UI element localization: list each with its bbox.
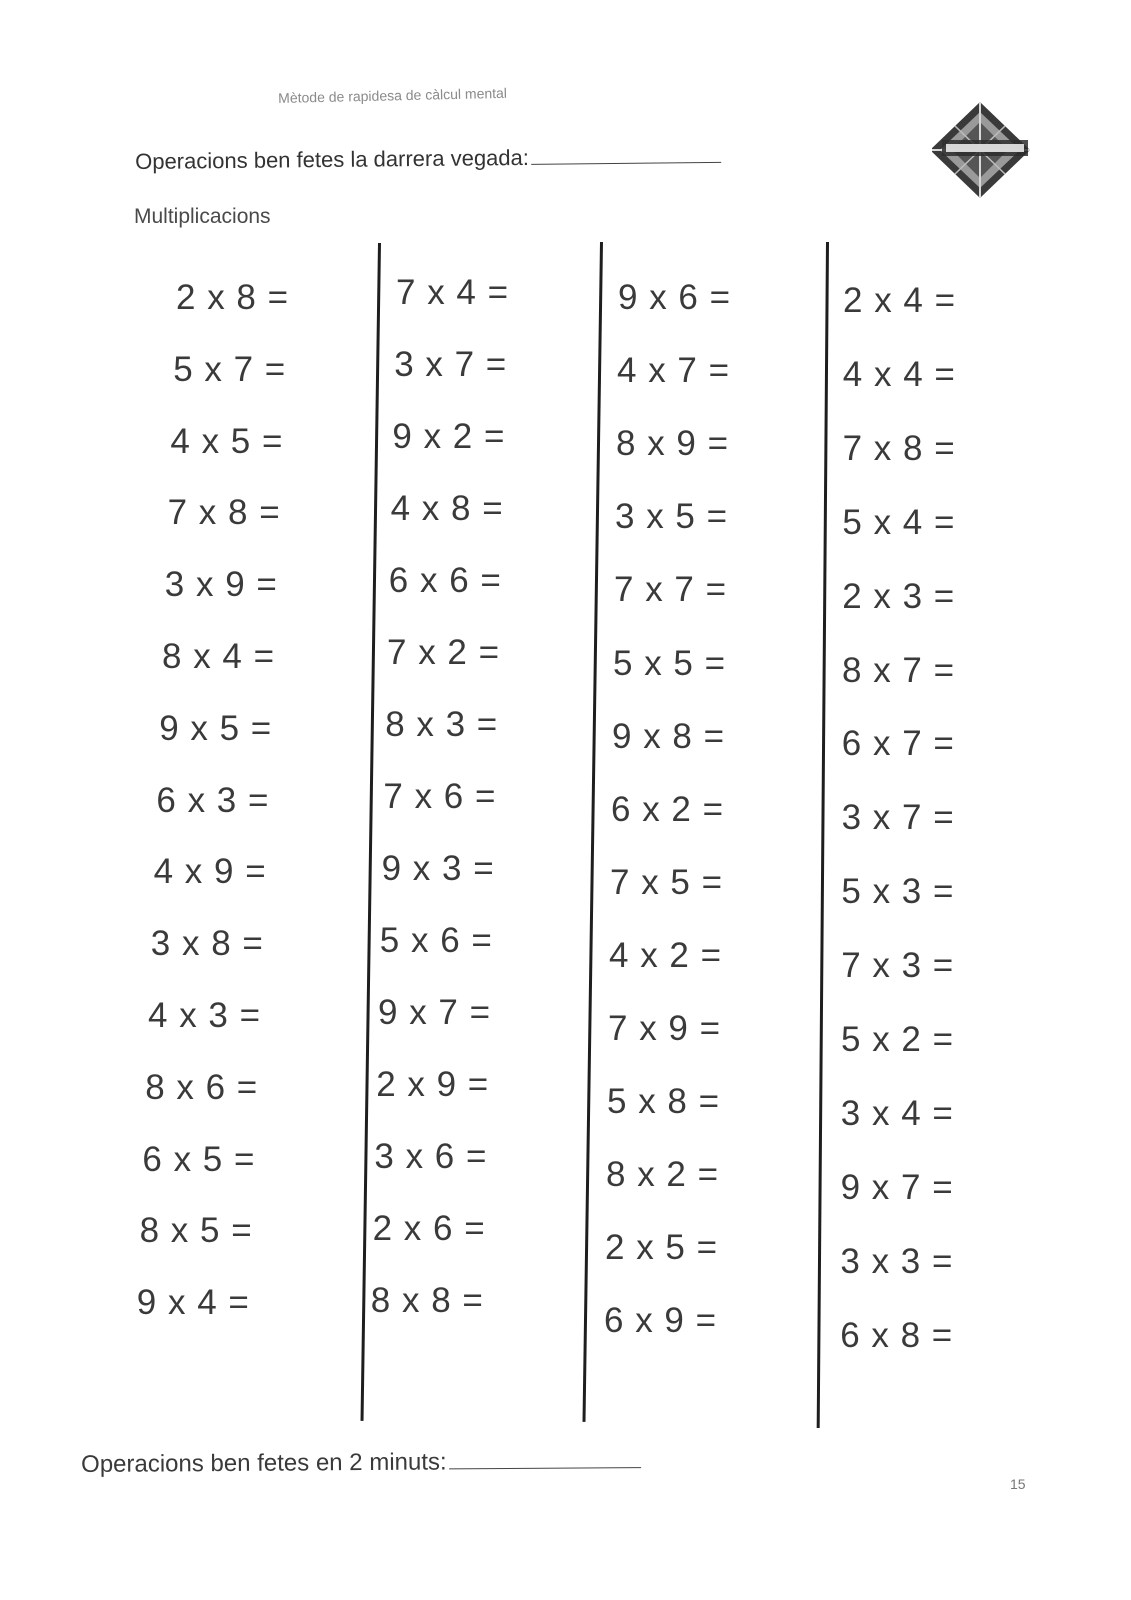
multiplication-problem: 5 x 7 = [173, 349, 287, 389]
multiplication-problem: 3 x 7 = [394, 345, 508, 384]
multiplication-problem: 2 x 6 = [372, 1209, 486, 1248]
multiplication-problem: 9 x 2 = [392, 417, 506, 456]
page-number: 15 [1010, 1476, 1026, 1492]
multiplication-problem: 8 x 5 = [139, 1211, 253, 1251]
column-divider [582, 242, 603, 1422]
multiplication-problem: 3 x 5 = [615, 497, 729, 537]
multiplication-problem: 3 x 9 = [164, 565, 278, 605]
multiplication-problem: 4 x 9 = [153, 852, 267, 892]
multiplication-problem: 3 x 7 = [841, 798, 955, 838]
two-minutes-label: Operacions ben fetes en 2 minuts: [81, 1448, 447, 1478]
multiplication-problem: 7 x 4 = [396, 273, 510, 312]
multiplication-problem: 5 x 6 = [379, 921, 493, 960]
column-divider [817, 242, 829, 1428]
multiplication-problem: 9 x 4 = [136, 1283, 250, 1323]
multiplication-problem: 4 x 7 = [617, 351, 731, 391]
multiplication-problem: 8 x 9 = [616, 424, 730, 464]
multiplication-problem: 8 x 8 = [370, 1281, 484, 1320]
multiplication-problem: 6 x 8 = [840, 1315, 954, 1355]
multiplication-problem: 6 x 9 = [604, 1301, 718, 1341]
multiplication-problem: 9 x 5 = [159, 708, 273, 748]
multiplication-problem: 7 x 9 = [608, 1009, 722, 1048]
previous-score-row [135, 142, 721, 175]
multiplication-problem: 5 x 2 = [841, 1020, 955, 1059]
multiplication-problem: 6 x 3 = [156, 780, 270, 820]
multiplication-problem: 7 x 8 = [167, 493, 281, 533]
multiplication-problem: 7 x 2 = [387, 633, 501, 672]
multiplication-problem: 4 x 5 = [170, 421, 284, 461]
multiplication-problem: 7 x 3 = [841, 946, 955, 986]
multiplication-problem: 9 x 3 = [381, 849, 495, 888]
previous-score-blank[interactable] [531, 142, 721, 165]
multiplication-problem: 8 x 7 = [842, 650, 956, 690]
method-title: Mètode de rapidesa de càlcul mental [278, 84, 508, 106]
section-title: Multiplicacions [134, 205, 271, 228]
multiplication-problem: 7 x 7 = [614, 570, 728, 610]
multiplication-problem: 6 x 7 = [841, 724, 955, 764]
multiplication-problem: 9 x 6 = [618, 278, 732, 317]
multiplication-problem: 6 x 6 = [388, 561, 502, 600]
multiplication-problem: 2 x 3 = [842, 576, 956, 616]
multiplication-problem: 4 x 3 = [148, 996, 262, 1035]
multiplication-problem: 2 x 5 = [605, 1228, 719, 1268]
two-minutes-row [81, 1447, 641, 1479]
multiplication-problem: 5 x 8 = [607, 1082, 721, 1122]
multiplication-problem: 5 x 5 = [613, 643, 727, 683]
multiplication-problem: 8 x 3 = [385, 705, 499, 744]
multiplication-problem: 2 x 9 = [376, 1065, 490, 1104]
multiplication-problem: 9 x 7 = [378, 993, 492, 1032]
multiplication-problem: 8 x 6 = [145, 1067, 259, 1107]
multiplication-problem: 3 x 8 = [150, 924, 264, 964]
multiplication-problem: 4 x 4 = [842, 354, 956, 394]
multiplication-problem: 7 x 8 = [842, 428, 956, 468]
multiplication-problem: 3 x 3 = [840, 1241, 954, 1281]
multiplication-problem: 5 x 4 = [842, 502, 956, 542]
multiplication-problem: 4 x 2 = [609, 935, 723, 975]
diamond-logo-icon [932, 100, 1042, 200]
multiplication-problem: 6 x 2 = [611, 789, 725, 829]
multiplication-problem: 7 x 6 = [383, 777, 497, 816]
two-minutes-blank[interactable] [449, 1447, 641, 1469]
multiplication-problem: 2 x 4 = [843, 281, 957, 320]
multiplication-problem: 3 x 6 = [374, 1137, 488, 1176]
previous-score-label: Operacions ben fetes la darrera vegada: [135, 144, 530, 174]
multiplication-problem: 6 x 5 = [142, 1139, 256, 1179]
multiplication-problem: 9 x 7 = [840, 1167, 954, 1207]
multiplication-problem: 7 x 5 = [610, 862, 724, 902]
multiplication-problem: 8 x 2 = [606, 1155, 720, 1195]
multiplication-problem: 4 x 8 = [390, 489, 504, 528]
multiplication-problem: 9 x 8 = [612, 716, 726, 756]
multiplication-problem: 2 x 8 = [176, 278, 290, 317]
multiplication-problem: 3 x 4 = [840, 1093, 954, 1133]
multiplication-problem: 8 x 4 = [162, 637, 276, 676]
multiplication-problem: 5 x 3 = [841, 872, 955, 912]
